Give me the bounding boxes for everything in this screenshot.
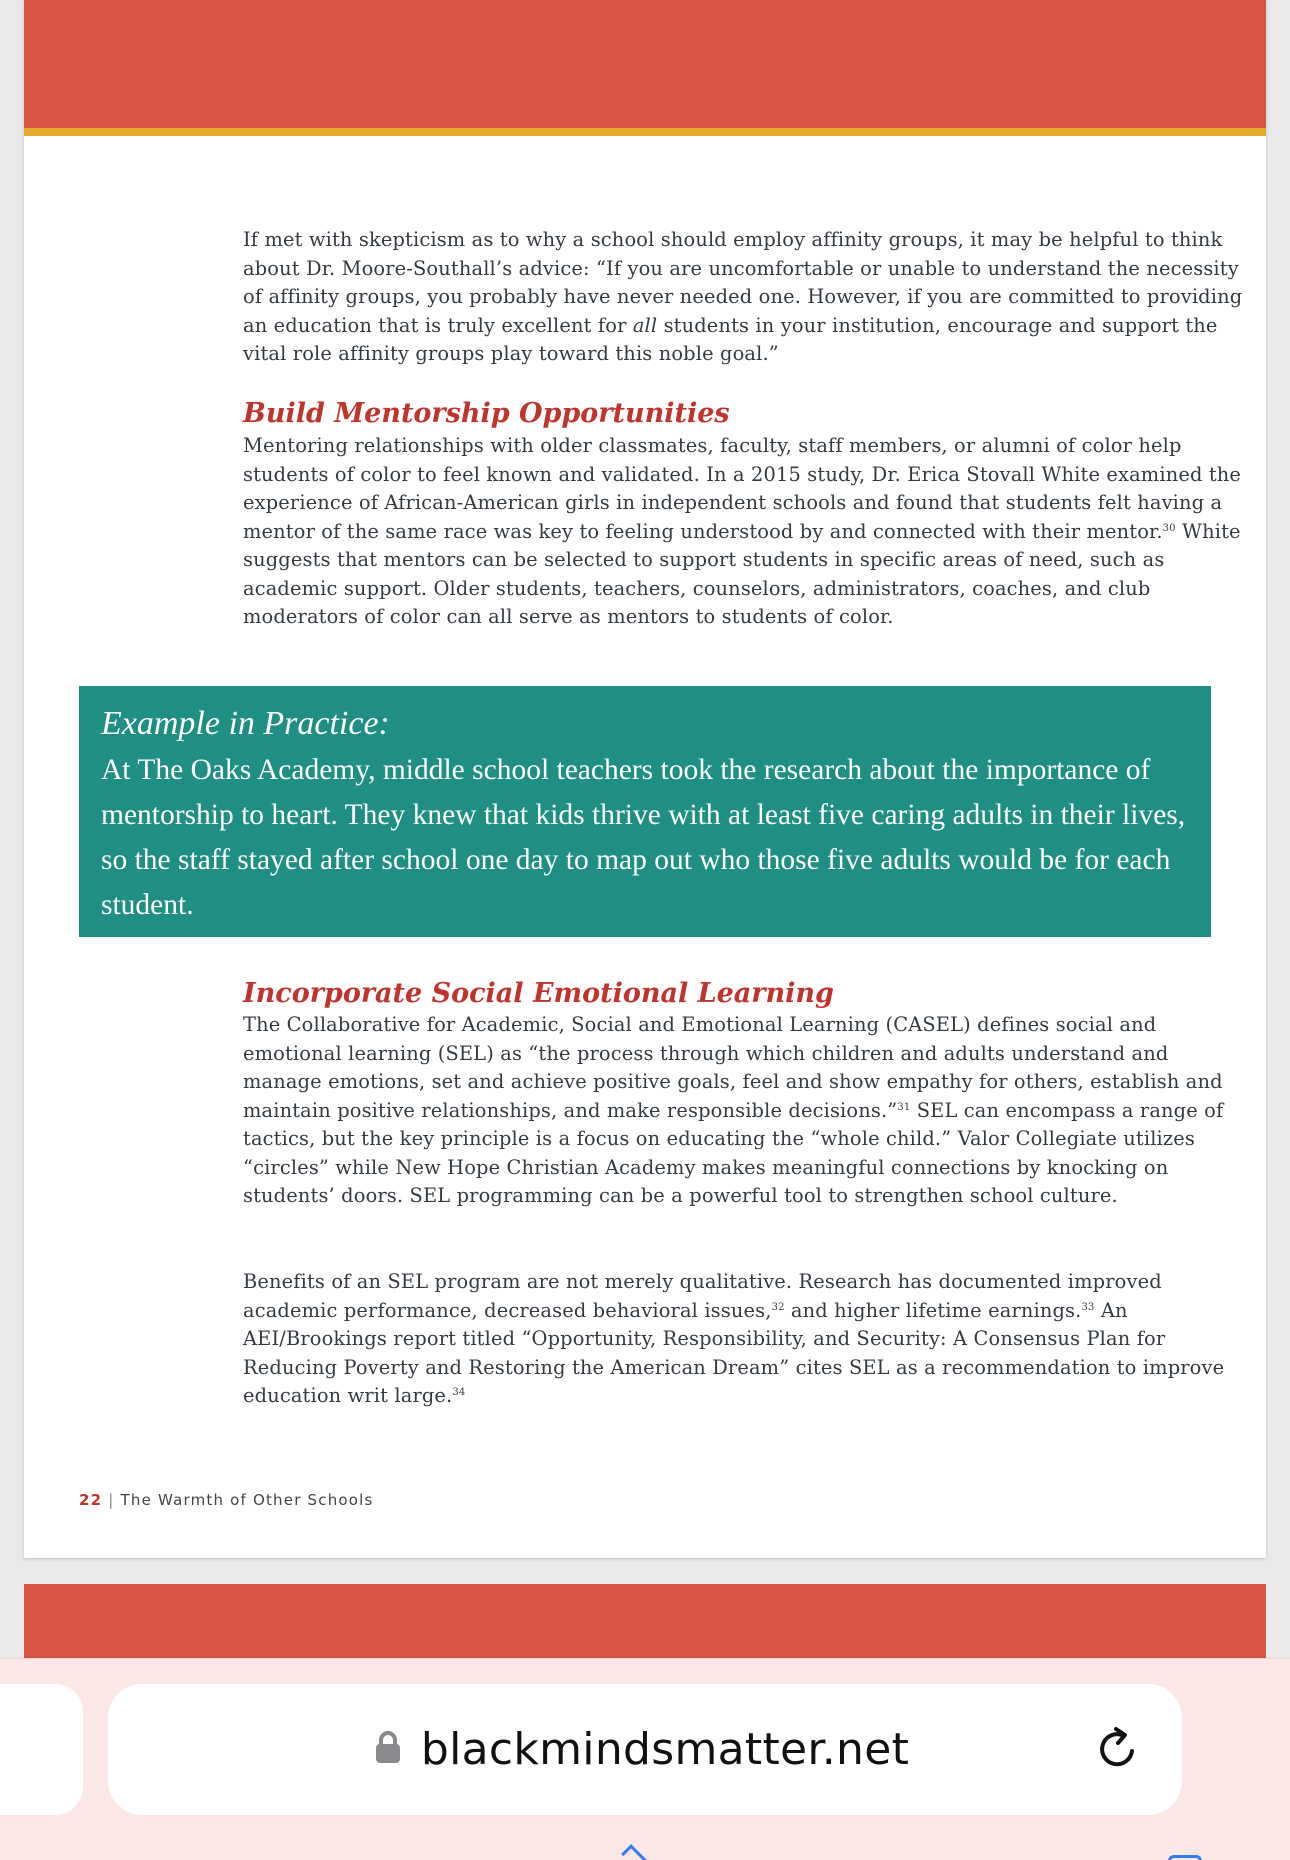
page-footer [79,1491,374,1509]
footnote-32: 32 [771,1301,785,1313]
emphasis-all: all [632,313,658,337]
sel-paragraph: The Collaborative for Academic, Social and Emotional Learning (CASEL) defines social and emotional learning (SEL) as “the process through which children and adults understand and manage emotions, set and achieve positive goals, feel and show empathy for others, establish and maintain positive relationships, and make responsible decisions.”$^{31}$ SEL can encompass a range of tactics, but the key principle is a focus on educating the “whole child.” Valor Collegiate utilizes “circles” while New Hope Christian Academy makes meaningful connections by knocking on students’ doors. SEL programming can be a powerful tool to strengthen school culture. [243,1013,1224,1207]
reload-icon[interactable] [1094,1725,1142,1773]
footnote-30: 30 [1162,522,1176,534]
example-text: At The Oaks Academy, middle school teachers took the research about the importance of mentorship to heart. They knew that kids thrive with at least five caring adults in their lives, so the staff stayed after school one day to map out who those five adults would be for each student. [101,754,1186,921]
share-icon[interactable] [621,1844,651,1860]
page-header-banner [24,0,1266,128]
previous-tab-card[interactable] [0,1684,83,1815]
footer-separator: | [108,1491,115,1509]
sel-heading: Incorporate Social Emotional Learning [243,978,834,1009]
browser-toolbar [0,1658,1290,1860]
example-in-practice-callout [79,686,1211,937]
url-text[interactable]: blackmindsmatter.net [420,1724,910,1775]
footnote-31: 31 [897,1101,911,1113]
mentorship-paragraph: Mentoring relationships with older classmates, faculty, staff members, or alumni of color help students of color to feel known and validated. In a 2015 study, Dr. Erica Stovall White examined the experience of African-American girls in independent schools and found that students felt having a mentor of the same race was key to feeling understood by and connected with their mentor.$^{30}$ White suggests that mentors can be selected to support students in specific areas of need, such as academic support. Older students, teachers, counselors, administrators, coaches, and club moderators of color can all serve as mentors to students of color. [243,434,1242,628]
page-header-stripe [24,128,1266,136]
footnote-33: 33 [1081,1301,1095,1313]
footnote-34: 34 [452,1387,466,1398]
page-number: 22 [79,1491,103,1509]
lock-icon [375,1730,401,1764]
document-page [24,0,1266,1558]
affinity-paragraph: If met with skepticism as to why a school should employ affinity groups, it may be helpful to think about Dr. Moore-Southall’s advice: “If you are uncomfortable or unable to understand the necessity of affinity groups, you probably have never needed one. However, if you are committed to providing an education that is truly excellent for all students in your institution, encourage and support the vital role affinity groups play toward this noble goal.” [243,228,1243,365]
example-title: Example in Practice: [101,705,390,742]
address-bar[interactable] [108,1684,1182,1815]
footer-title: The Warmth of Other Schools [120,1491,374,1509]
tabs-icon[interactable] [1168,1855,1202,1860]
mentorship-heading: Build Mentorship Opportunities [243,398,730,429]
benefits-paragraph: Benefits of an SEL program are not merely qualitative. Research has documented improved academic performance, decreased behavioral issues,$^{32}$ and higher lifetime earnings.$^{33}$ An AEI/Brookings report titled “Opportunity, Responsibility, and Security: A Consensus Plan for Reducing Poverty and Restoring the American Dream” cites SEL as a recommendation to improve education writ large.$^{34}$ [243,1270,1225,1407]
